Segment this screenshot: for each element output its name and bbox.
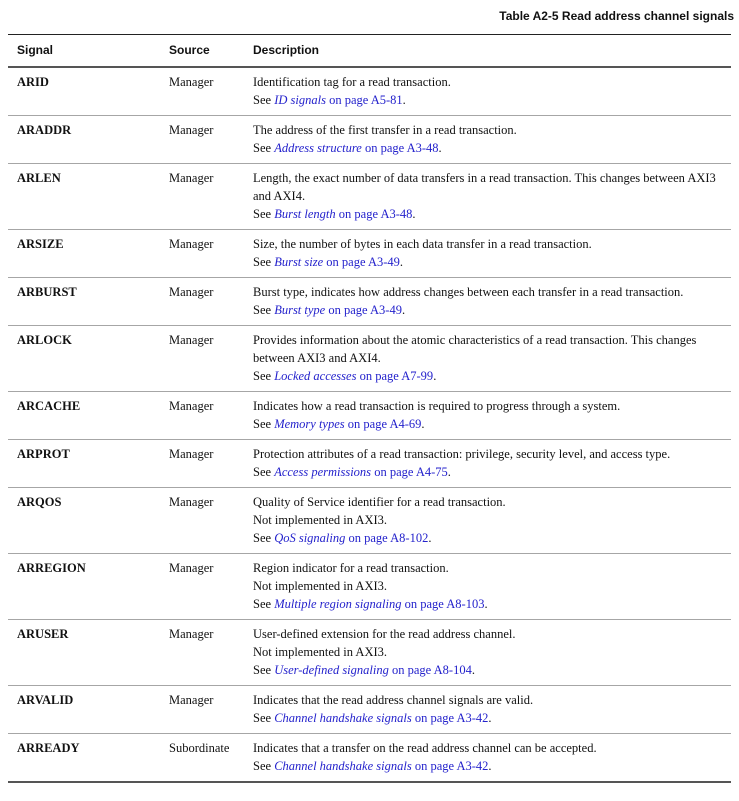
signal-name: ARSIZE xyxy=(17,237,64,251)
cross-reference-page: on page A8-104 xyxy=(388,663,472,677)
table-row xyxy=(8,230,731,278)
signal-cell xyxy=(8,278,169,326)
signal-cell xyxy=(8,116,169,164)
source-value: Manager xyxy=(169,333,214,347)
source-cell xyxy=(169,116,253,164)
table-row xyxy=(8,488,731,554)
description-line: The address of the first transfer in a read transaction. xyxy=(253,123,517,137)
table-row xyxy=(8,554,731,620)
see-suffix: . xyxy=(401,303,406,317)
signal-name: ARADDR xyxy=(17,123,72,137)
description-line: Indicates that the read address channel signals are valid. xyxy=(253,693,534,707)
see-prefix: See xyxy=(253,207,275,221)
signal-name: ARLEN xyxy=(17,171,61,185)
cross-reference-page: on page A3-48 xyxy=(335,207,413,221)
cross-reference-page: on page A8-103 xyxy=(401,597,485,611)
source-cell xyxy=(169,440,253,488)
source-value: Manager xyxy=(169,447,214,461)
see-reference-line xyxy=(253,595,731,613)
table-row xyxy=(8,686,731,734)
signal-cell xyxy=(8,230,169,278)
description-line: Protection attributes of a read transaction: privilege, security level, and access type. xyxy=(253,447,671,461)
cross-reference-page: on page A3-48 xyxy=(361,141,439,155)
see-suffix: . xyxy=(447,465,451,479)
see-suffix: . xyxy=(484,597,488,611)
cross-reference-title: Multiple region signaling xyxy=(274,597,402,611)
description-line: Identification tag for a read transaction. xyxy=(253,75,451,89)
source-value: Manager xyxy=(169,123,214,137)
source-value: Manager xyxy=(169,285,214,299)
description-line: Indicates that a transfer on the read address channel can be accepted. xyxy=(253,741,597,755)
see-prefix: See xyxy=(253,141,275,155)
see-reference-line xyxy=(253,253,731,271)
signal-name: ARVALID xyxy=(17,693,74,707)
see-reference-line xyxy=(253,757,731,775)
description-line: Length, the exact number of data transfers in a read transaction. This changes between AXI3 and AXI4. xyxy=(253,171,716,203)
cross-reference-link[interactable] xyxy=(274,303,402,317)
source-cell xyxy=(169,488,253,554)
source-cell xyxy=(169,164,253,230)
signal-name: ARID xyxy=(17,75,49,89)
signal-name: ARCACHE xyxy=(17,399,81,413)
signal-cell xyxy=(8,554,169,620)
see-prefix: See xyxy=(253,465,275,479)
cross-reference-page: on page A7-99 xyxy=(356,369,434,383)
cross-reference-page: on page A5-81 xyxy=(325,93,403,107)
cross-reference-title: Channel handshake signals xyxy=(274,759,412,773)
description-line: Burst type, indicates how address changes between each transfer in a read transaction. xyxy=(253,285,684,299)
cross-reference-page: on page A8-102 xyxy=(345,531,429,545)
column-header-description: Description xyxy=(253,35,731,68)
cross-reference-title: QoS signaling xyxy=(274,531,346,545)
see-suffix: . xyxy=(428,531,432,545)
description-cell xyxy=(253,230,731,278)
table-row xyxy=(8,67,731,116)
signal-name: ARPROT xyxy=(17,447,70,461)
signal-name: ARUSER xyxy=(17,627,69,641)
table-row xyxy=(8,326,731,392)
description-line: Not implemented in AXI3. xyxy=(253,579,388,593)
table-row xyxy=(8,116,731,164)
see-prefix: See xyxy=(253,93,275,107)
see-reference-line xyxy=(253,91,731,109)
description-line: User-defined extension for the read address channel. xyxy=(253,627,516,641)
signal-name: ARQOS xyxy=(17,495,62,509)
table-row xyxy=(8,278,731,326)
see-reference-line xyxy=(253,709,731,727)
cross-reference-link[interactable] xyxy=(274,663,472,677)
description-line: Not implemented in AXI3. xyxy=(253,513,388,527)
cross-reference-link[interactable] xyxy=(274,711,488,725)
cross-reference-link[interactable] xyxy=(274,759,488,773)
column-header-source: Source xyxy=(169,35,253,68)
signal-name: ARREGION xyxy=(17,561,86,575)
source-cell xyxy=(169,230,253,278)
source-value: Manager xyxy=(169,627,214,641)
see-prefix: See xyxy=(253,597,275,611)
column-header-signal: Signal xyxy=(8,35,169,68)
source-cell xyxy=(169,278,253,326)
source-value: Manager xyxy=(169,171,214,185)
source-cell xyxy=(169,326,253,392)
description-cell xyxy=(253,734,731,783)
document-page xyxy=(0,9,739,801)
signal-table-body xyxy=(8,67,731,782)
signal-cell xyxy=(8,326,169,392)
signal-cell xyxy=(8,620,169,686)
source-value: Manager xyxy=(169,693,214,707)
table-header xyxy=(8,35,731,68)
cross-reference-title: ID signals xyxy=(274,93,326,107)
signal-name: ARLOCK xyxy=(17,333,72,347)
signal-cell xyxy=(8,488,169,554)
see-prefix: See xyxy=(253,663,275,677)
see-suffix: . xyxy=(402,93,406,107)
see-reference-line xyxy=(253,661,731,679)
source-value: Manager xyxy=(169,237,214,251)
see-reference-line xyxy=(253,301,731,319)
signal-name: ARBURST xyxy=(17,285,77,299)
source-value: Manager xyxy=(169,495,214,509)
see-reference-line xyxy=(253,205,731,223)
source-cell xyxy=(169,686,253,734)
description-cell xyxy=(253,164,731,230)
description-cell xyxy=(253,278,731,326)
source-cell xyxy=(169,620,253,686)
signal-cell xyxy=(8,392,169,440)
cross-reference-title: Address structure xyxy=(274,141,362,155)
source-cell xyxy=(169,392,253,440)
table-caption: Table A2-5 Read address channel signals xyxy=(499,9,734,23)
see-prefix: See xyxy=(253,303,275,317)
see-reference-line xyxy=(253,139,731,157)
cross-reference-page: on page A4-69 xyxy=(344,417,422,431)
description-cell xyxy=(253,440,731,488)
see-reference-line xyxy=(253,463,731,481)
source-value: Subordinate xyxy=(169,741,230,755)
signal-cell xyxy=(8,164,169,230)
see-suffix: . xyxy=(399,255,404,269)
description-cell xyxy=(253,116,731,164)
cross-reference-page: on page A3-42 xyxy=(411,759,489,773)
signal-cell xyxy=(8,440,169,488)
cross-reference-page: on page A3-49 xyxy=(323,255,400,269)
see-prefix: See xyxy=(253,711,275,725)
cross-reference-link[interactable] xyxy=(274,369,433,383)
see-suffix: . xyxy=(488,759,492,773)
description-line: Size, the number of bytes in each data transfer in a read transaction. xyxy=(253,237,592,251)
cross-reference-page: on page A3-42 xyxy=(411,711,489,725)
see-suffix: . xyxy=(488,711,492,725)
see-prefix: See xyxy=(253,417,275,431)
cross-reference-title: Burst length xyxy=(274,207,336,221)
see-reference-line xyxy=(253,367,731,385)
see-suffix: . xyxy=(471,663,475,677)
cross-reference-link[interactable] xyxy=(274,465,448,479)
cross-reference-title: Access permissions xyxy=(274,465,372,479)
source-value: Manager xyxy=(169,561,214,575)
cross-reference-page: on page A4-75 xyxy=(371,465,448,479)
cross-reference-title: Memory types xyxy=(274,417,345,431)
signal-cell xyxy=(8,686,169,734)
source-cell xyxy=(169,554,253,620)
see-prefix: See xyxy=(253,369,275,383)
description-cell xyxy=(253,326,731,392)
signals-table xyxy=(8,34,731,783)
cross-reference-page: on page A3-49 xyxy=(325,303,402,317)
see-prefix: See xyxy=(253,759,275,773)
description-cell xyxy=(253,488,731,554)
cross-reference-link[interactable] xyxy=(274,417,421,431)
see-suffix: . xyxy=(438,141,442,155)
cross-reference-link[interactable] xyxy=(274,207,412,221)
description-line: Indicates how a read transaction is required to progress through a system. xyxy=(253,399,621,413)
source-value: Manager xyxy=(169,399,214,413)
see-prefix: See xyxy=(253,255,275,269)
description-line: Region indicator for a read transaction. xyxy=(253,561,449,575)
description-line: Not implemented in AXI3. xyxy=(253,645,388,659)
table-row xyxy=(8,734,731,783)
signal-name: ARREADY xyxy=(17,741,80,755)
description-line: Provides information about the atomic characteristics of a read transaction. This changes between AXI3 and AXI4. xyxy=(253,333,697,365)
cross-reference-title: Channel handshake signals xyxy=(274,711,412,725)
signal-cell xyxy=(8,734,169,783)
description-cell xyxy=(253,686,731,734)
source-cell xyxy=(169,734,253,783)
cross-reference-title: Burst type xyxy=(274,303,326,317)
table-row xyxy=(8,392,731,440)
table-row xyxy=(8,620,731,686)
see-suffix: . xyxy=(412,207,416,221)
description-line: Quality of Service identifier for a read transaction. xyxy=(253,495,506,509)
see-prefix: See xyxy=(253,531,275,545)
description-cell xyxy=(253,554,731,620)
see-reference-line xyxy=(253,529,731,547)
cross-reference-link[interactable] xyxy=(274,597,484,611)
source-cell xyxy=(169,67,253,116)
see-suffix: . xyxy=(433,369,437,383)
see-reference-line xyxy=(253,415,731,433)
header-row xyxy=(8,35,731,68)
source-value: Manager xyxy=(169,75,214,89)
description-cell xyxy=(253,392,731,440)
description-cell xyxy=(253,620,731,686)
table-row xyxy=(8,440,731,488)
cross-reference-link[interactable] xyxy=(274,141,438,155)
see-suffix: . xyxy=(421,417,425,431)
cross-reference-link[interactable] xyxy=(274,93,402,107)
description-cell xyxy=(253,67,731,116)
cross-reference-title: User-defined signaling xyxy=(274,663,389,677)
cross-reference-link[interactable] xyxy=(274,255,400,269)
signal-cell xyxy=(8,67,169,116)
table-row xyxy=(8,164,731,230)
cross-reference-title: Burst size xyxy=(274,255,324,269)
cross-reference-title: Locked accesses xyxy=(274,369,357,383)
cross-reference-link[interactable] xyxy=(274,531,428,545)
